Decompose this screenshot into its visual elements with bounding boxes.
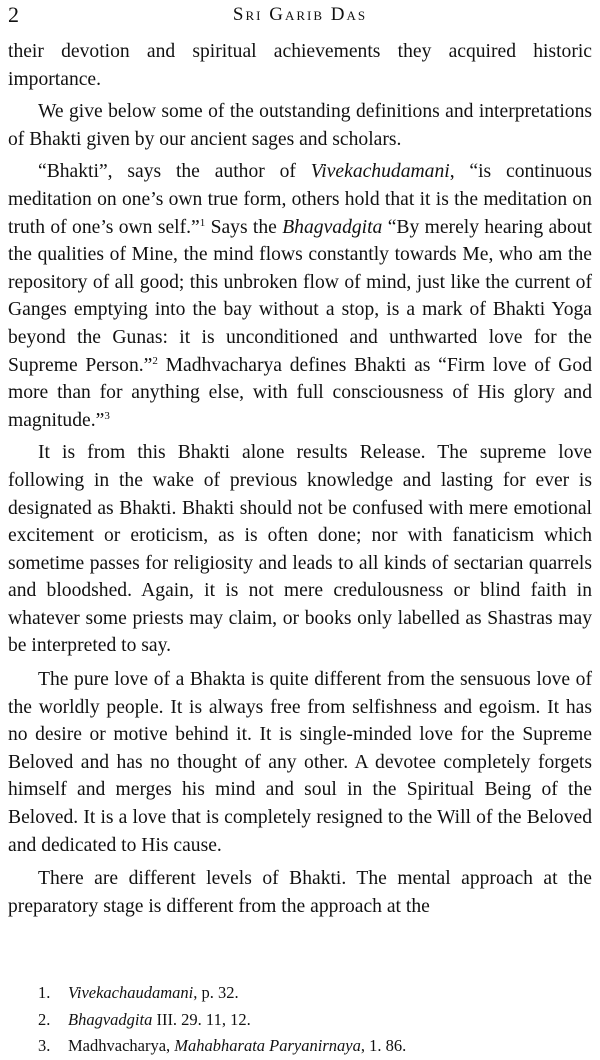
footnotes [38, 980, 592, 1060]
text-run: their devotion and spiritual achievements they acquired historic importance. [8, 41, 592, 90]
footnote-ref: 3 [104, 409, 110, 422]
paragraph [8, 666, 592, 859]
text-run: , p. 32. [193, 983, 239, 1002]
page-header [6, 0, 594, 30]
text-run: Says the [205, 216, 283, 238]
text-run: “Bhakti”, says the author of [38, 161, 311, 183]
footnote-ref: 1 [199, 216, 206, 229]
footnote-number: 1. [38, 983, 51, 1002]
text-run: The pure love of a Bhakta is quite different from the sensuous love of the worldly people. It is always free from selfishness and egoism. It has no desire or motive behind it. It is single-minded love for the Supreme Beloved and has no thought of any other. A devotee completely forgets himself and merges his mind and soul in the Spiritual Being of the Beloved. It is a love that is completely resigned to the Will of the Beloved and dedicated to His cause. [8, 669, 592, 856]
text-run: Madhvacharya, [68, 1036, 175, 1055]
text-run: , “is continuous meditation on one’s own true form, others hold that it is the meditation on truth of one’s own self.” [8, 161, 593, 238]
text-run: It is from this Bhakti alone results Release. The supreme love following in the wake of previous knowledge and lasting for ever is designated as Bhakti. Bhakti should not be confused with mere emotional excitement or eroticism, as is often done; nor with fanaticism which sometime passes for religiosity and leads to all kinds of sectarian quarrels and bloodshed. Again, it is not mere credulousness or blind faith in whatever some priests may claim, or books only labelled as Shastras may be interpreted to say. [8, 442, 592, 657]
italic-title: Bhagvadgita [68, 1009, 153, 1029]
paragraph [8, 158, 592, 434]
italic-title: Bhagvadgita [282, 216, 383, 238]
footnote [38, 980, 592, 1007]
footnote [38, 1033, 592, 1060]
running-title: Sri Garib Das [232, 4, 368, 25]
text-run: III. 29. 11, 12. [152, 1009, 251, 1029]
paragraph [8, 38, 592, 93]
footnote-text [68, 1007, 251, 1034]
page-number: 2 [8, 2, 19, 27]
footnote-ref: 2 [152, 354, 158, 367]
footnote-number: 3. [38, 1036, 51, 1055]
text-run: There are different levels of Bhakti. The mental approach at the preparatory stage is different from the approach at the [8, 868, 592, 917]
text-run: “By merely hearing about the qualities of Mine, the mind flows constantly towards Me, who am the repository of all good; this unbroken flow of mind, just like the current of Ganges emptying into the bay without a stop, is a mark of Bhakti Yoga beyond the Gunas: it is unconditioned and unthwarted love for the Supreme Person.” [8, 216, 592, 376]
footnote-number: 2. [38, 1009, 51, 1029]
footnote-text [68, 980, 239, 1007]
paragraph [8, 439, 592, 660]
body-text [8, 38, 592, 925]
text-run: , 1. 86. [360, 1036, 407, 1055]
paragraph [8, 98, 592, 153]
text-run: We give below some of the outstanding definitions and interpretations of Bhakti given by our ancient sages and scholars. [8, 101, 592, 150]
paragraph [8, 865, 592, 920]
footnote [38, 1007, 592, 1034]
footnote-text [68, 1033, 406, 1060]
italic-title: Vivekachaudamani [68, 983, 194, 1002]
italic-title: Mahabharata Paryanirnaya [174, 1036, 361, 1055]
text-run: Madhvacharya defines Bhakti as “Firm love of God more than for anything else, with full consciousness of His glory and magnitude.” [8, 354, 593, 431]
italic-title: Vivekachudamani [310, 161, 450, 183]
